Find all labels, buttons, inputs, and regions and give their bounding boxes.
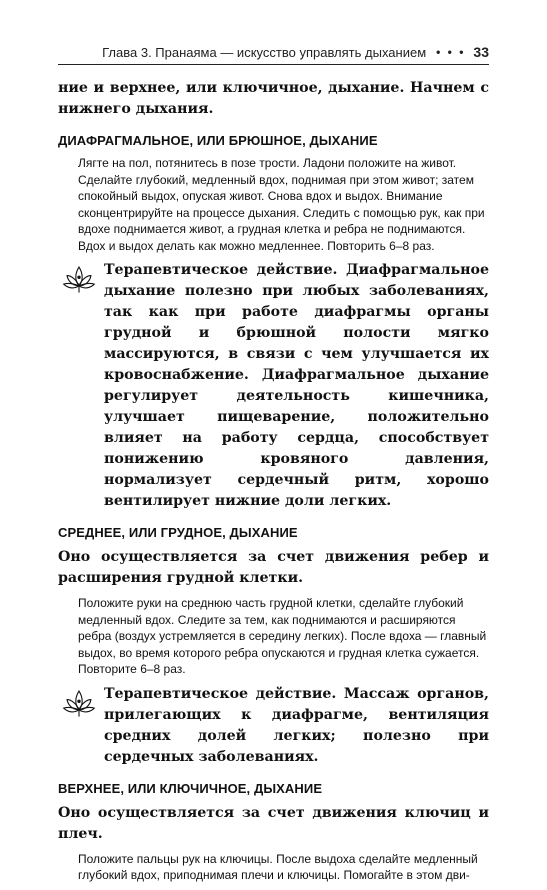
running-title: Глава 3. Пранаяма — искусство управлять дыханием — [102, 44, 427, 60]
page-number: 33 — [473, 44, 489, 60]
therapy-text: Массаж органов, прилегающих к диафрагме, вентиляция средних долей легких; полезно при сердечных заболеваниях. — [104, 685, 489, 765]
intro-paragraph: ние и верхнее, или ключичное, дыхание. Начнем с нижнего дыхания. — [58, 80, 489, 117]
therapy-block-diaphragmatic — [58, 260, 489, 512]
section-heading-chest: СРЕДНЕЕ, ИЛИ ГРУДНОЕ, ДЫХАНИЕ — [58, 525, 298, 540]
exercise-chest: Положите руки на среднюю часть грудной клетки, сделайте глубокий медленный вдох. Следите за тем, как поднимаются и расширяются ребра (воздух устремляется в середину легких). После вдоха — главный выдох, во время которого ребра опускаются и грудная клетка сужается. Повторите 6–8 раз. — [78, 596, 487, 676]
section-heading-diaphragmatic: ДИАФРАГМАЛЬНОЕ, ИЛИ БРЮШНОЕ, ДЫХАНИЕ — [58, 133, 378, 148]
lead-clavicular: Оно осуществляется за счет движения ключиц и плеч. — [58, 804, 489, 842]
therapy-text: Диафрагмальное дыхание полезно при любых заболеваниях, так как при работе диафрагмы органы грудной и брюшной полости мягко массируются, в связи с чем улучшается их кровоснабжение. Диафрагмальное дыхание регулирует деятельность кишечника, улучшает пищеварение, положительно влияет на работу сердца, способствует понижению кровяного давления, нормализует сердечный ритм, хорошо вентилирует нижние доли легких. — [104, 262, 489, 509]
section-heading-clavicular: ВЕРХНЕЕ, ИЛИ КЛЮЧИЧНОЕ, ДЫХАНИЕ — [58, 780, 323, 796]
page-body — [58, 78, 489, 890]
exercise-diaphragmatic: Лягте на пол, потянитесь в позе трости. Ладони положите на живот. Сделайте глубокий, медленный вдох, поднимая при этом живот; затем спокойный выдох, опуская живот. Снова вдох и выдох. Внимание сконцентрируйте на процессе дыхания. Следить с помощью рук, как при вдохе поднимается живот, а грудная клетка и ребра не поднимаются. Вдох и выдох делать как можно медленнее. Повторить 6–8 раз. — [78, 156, 485, 253]
exercise-clavicular: Положите пальцы рук на ключицы. После выдоха сделайте медленный глубокий вдох, приподнимая плечи и ключицы. Помогайте в этом дви- — [78, 851, 478, 882]
therapy-block-chest — [58, 684, 489, 768]
therapy-label: Терапевтическое действие. — [104, 262, 338, 278]
therapy-label: Терапевтическое действие. — [104, 685, 337, 702]
lotus-icon — [62, 686, 96, 720]
lotus-icon — [62, 262, 96, 296]
header-dots: • • • — [436, 45, 466, 59]
lead-chest: Оно осуществляется за счет движения ребер и расширения грудной клетки. — [58, 549, 489, 586]
running-header — [58, 44, 489, 65]
